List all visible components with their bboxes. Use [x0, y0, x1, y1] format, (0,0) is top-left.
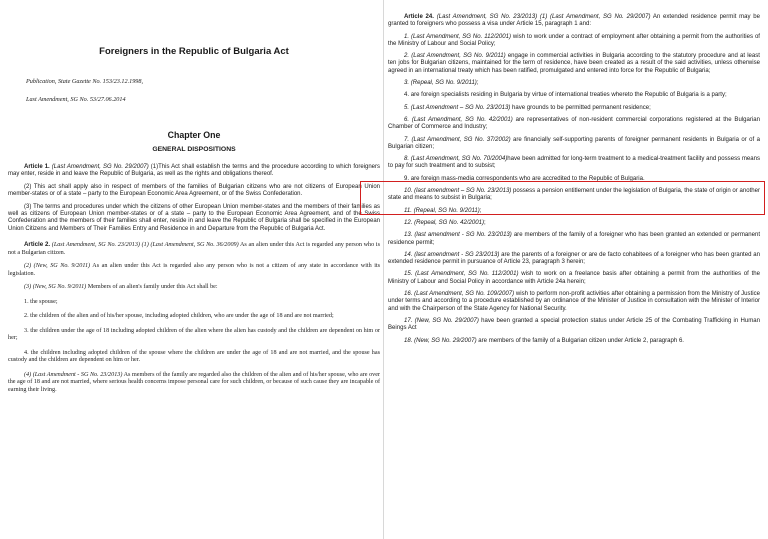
article-2-para-3-text: Members of an alien's family under this Act shall be: — [87, 284, 218, 291]
article-24-item-text: wish to work on a freelance basis after obtaining a permit from the authorities of the Ministry of Labour and Social Policy in accordance with Article 24a herein; — [388, 271, 760, 285]
article-2-para-4 — [8, 372, 380, 395]
page-divider — [383, 0, 384, 539]
article-24-item-amendment: 11. (Repeal, SG No. 9/2011) — [404, 207, 480, 214]
article-2-para-4-text: As members of the family are regarded also the children of the alien and of his/her spouse, who are over the age of 18 and are not married, where serious health concerns impose personal care for such children, or because of such cause they are incapable of earning their living. — [8, 371, 380, 393]
article-24-item-text: are representatives of non-resident commercial corporations registered at the Bulgarian Chamber of Commerce and Industry; — [388, 116, 760, 131]
article-2-para-2-amendment: (2) (New, SG No. 9/2011) — [24, 263, 91, 270]
article-24-item-text: engage in commercial activities in Bulgaria according to the statutory procedure and at least ten jobs for Bulgarian citizens, maintained for the term of residence, have been created as a result of the said activities, unless otherwise agreed in an international treaty which has been ratified, promulgated and entered into force for the Republic of Bulgaria; — [388, 53, 760, 74]
article-24-item-text: have grounds to be permitted permanent residence; — [510, 104, 651, 111]
article-24-item-text: wish to work under a contract of employment after obtaining a permit from the authorities of the Ministry of Labour and Social Policy; — [388, 33, 760, 47]
article-24-item-amendment: 18. (New, SG No. 29/2007) — [404, 337, 477, 344]
article-24-item-amendment: 10. (last amendment – SG No. 23/2013) — [404, 188, 512, 195]
article-24-item-amendment: 6. (Last Amendment, SG No. 42/2001) — [404, 116, 513, 123]
article-24-item — [388, 137, 760, 152]
article-2-amendment: (Last Amendment, SG No. 23/2013) (1) (Last Amendment, SG No. 36/2009) — [51, 242, 239, 249]
article-24-item — [388, 220, 760, 227]
chapter-heading: Chapter One — [167, 130, 221, 140]
article-24-item — [388, 80, 760, 87]
article-24-item-text: are the parents of a foreigner or are de facto cohabitees of a foreigner who has been granted an extended residence permit in pursuance of Article 23, paragraph 3 herein; — [388, 251, 760, 266]
article-24-item-amendment: 15. (Last Amendment, SG No. 112/2001) — [404, 271, 519, 278]
article-1-text: (1)This Act shall establish the terms and the procedure according to which foreigners may enter, reside in and leave the Republic of Bulgaria, as well as the rights and obligations thereof. — [8, 164, 381, 178]
article-24-item-text: 4. are foreign specialists residing in Bulgaria by virtue of international treaties whereto the Republic of Bulgaria is a party; — [404, 92, 727, 99]
article-24-item-amendment: 2. (Last Amendment, SG No. 9/2011) — [404, 53, 506, 60]
publication-note: Publication, State Gazette No. 153/23.12.1998, — [26, 78, 144, 85]
article-24-intro — [388, 14, 760, 29]
article-24-item-text: ; — [484, 219, 486, 226]
article-2-number: Article 2. — [24, 241, 51, 249]
article-2-para-2-text: As an alien under this Act is regarded also any person who is not a citizen of any state in accordance with its legislation. — [8, 263, 380, 277]
article-24-item-amendment: 8. (Last Amendment, SG No. 70/2004) — [404, 156, 508, 163]
article-24-item-text: ; — [479, 207, 482, 214]
article-1-number: Article 1. — [24, 164, 50, 170]
last-amendment-note: Last Amendment, SG No. 53/27.06.2014 — [26, 96, 126, 103]
article-1-para-3: (3) The terms and procedures under which the citizens of other European Union member-states and the members of their families as well as citizens of European Union member-states or of a state – party to the European Economic Area Agreement, and of the Swiss Confederation and the members of their families shall enter, reside in and leave the Republic of Bulgaria shall be specified in the European Union Citizens and Members of Their Families Entry and Residence in and Departure from the Republic of Bulgaria Act. — [8, 203, 380, 232]
article-1 — [8, 164, 380, 233]
article-24-item-text: have been granted a special protection status under Article 25 of the Combating Trafficking in Human Beings Act — [388, 317, 760, 332]
article-2-para-2 — [8, 263, 380, 278]
article-24-number: Article 24. — [404, 14, 434, 20]
article-1-para-1 — [8, 164, 380, 179]
article-24-item-amendment: 12. (Repeal, SG No. 42/2001) — [404, 219, 485, 226]
document-page-left — [8, 0, 380, 539]
article-2-para-3 — [8, 284, 380, 292]
article-24-item-amendment: 5. (Last Amendment – SG No. 23/2013) — [404, 104, 511, 111]
article-2-para-4-amendment: (4) (Last Amendment - SG No. 23/2013) — [24, 371, 123, 378]
article-2-para-3-amendment: (3) (New, SG No. 9/2011) — [24, 284, 87, 291]
article-24-intro-text: An extended residence permit may be granted to foreigners who possess a visa under Article 15, paragraph 1 and: — [388, 14, 760, 28]
article-24-item — [388, 232, 760, 247]
article-24-item-amendment: 16. (Last Amendment, SG No. 109/2007) — [404, 291, 515, 298]
article-24-item-text: have been admitted for long-term treatment to a medical-treatment facility and possess means to pay for such treatment and to subsist; — [388, 156, 760, 170]
article-2 — [8, 241, 380, 394]
article-1-amendment: (Last Amendment, SG No. 29/2007) — [51, 164, 149, 170]
article-24-item-text: are members of the family of a foreigner who has been granted an extended or permanent residence permit; — [388, 232, 760, 246]
highlight-box-item-6 — [360, 181, 765, 215]
article-24-item-text: wish to perform non-profit activities after obtaining a permission from the Ministry of Justice under terms and according to a procedure established by an ordinance of the Minister of Justice in consultation with the Minister of Interior and with the Chairperson of the State Agency for National Security. — [388, 291, 760, 312]
article-24-item — [388, 156, 760, 171]
article-24-item-amendment: 3. (Repeal, SG No. 9/2011) — [404, 80, 477, 87]
article-24-item-amendment: 13. (last amendment - SG No. 23/2013) — [404, 232, 512, 239]
article-24 — [388, 14, 760, 345]
article-24-para-amendment: (1) (Last Amendment, SG No. 29/2007) — [539, 14, 651, 20]
article-2-text: As an alien under this Act is regarded any person who is not a Bulgarian citizen. — [8, 242, 380, 256]
family-item-4: 4. the children including adopted children of the spouse where the children are under the age of 18 and are not married, and the spouse has custody and the children are dependent on him or her. — [8, 349, 380, 364]
article-24-item-amendment: 17. (New, SG No. 29/2007) — [404, 317, 479, 324]
article-24-item-amendment: 7. (Last Amendment, SG No. 37/2002) — [404, 136, 511, 143]
article-24-item — [388, 34, 760, 49]
article-24-item-text: ; — [476, 80, 479, 87]
article-24-item — [388, 338, 760, 345]
family-item-3: 3. the children under the age of 18 including adopted children of the alien where the alien has custody and the children are dependent on him or her; — [8, 327, 380, 342]
article-24-item-amendment: 1. (Last Amendment, SG No. 112/2001) — [404, 33, 512, 40]
article-24-item — [388, 291, 760, 313]
document-page-right — [388, 0, 760, 539]
article-24-item — [388, 53, 760, 75]
article-24-item-amendment: 14. (last amendment - SG 23/2013) — [404, 251, 500, 258]
article-24-amendment: (Last Amendment, SG No. 23/2013) — [436, 14, 538, 20]
article-24-item-text: are financially self-supporting parents of foreigner permanent residents in Bulgaria or of a Bulgarian citizen; — [388, 136, 760, 150]
article-24-item-text: are members of the family of a Bulgarian citizen under Article 2, paragraph 6. — [476, 337, 684, 344]
article-24-item — [388, 92, 760, 99]
family-item-2: 2. the children of the alien and of his/her spouse, including adopted children, who are under the age of 18 and are not married; — [24, 313, 334, 320]
section-heading: GENERAL DISPOSITIONS — [152, 146, 236, 153]
article-24-item — [388, 105, 760, 112]
family-item-1: 1. the spouse; — [24, 298, 58, 305]
article-24-item — [388, 318, 760, 333]
article-24-item — [388, 271, 760, 286]
article-24-item — [388, 117, 760, 132]
article-2-para-1 — [8, 241, 380, 257]
article-24-item-text: possess a pension entitlement under the legislation of Bulgaria, the state of origin or another state and means to subsist in Bulgaria; — [388, 188, 760, 202]
article-24-item-text: 9. are foreign mass-media correspondents who are accredited to the Republic of Bulgaria. — [404, 175, 645, 182]
article-24-item — [388, 252, 760, 267]
document-title: Foreigners in the Republic of Bulgaria Act — [99, 46, 289, 57]
article-1-para-2: (2) This act shall apply also in respect of members of the families of Bulgarian citizens who are not citizens of European Union member-states or of a state – party to the European Economic Area Agreement, or of the Swiss Confederation. — [8, 183, 380, 198]
